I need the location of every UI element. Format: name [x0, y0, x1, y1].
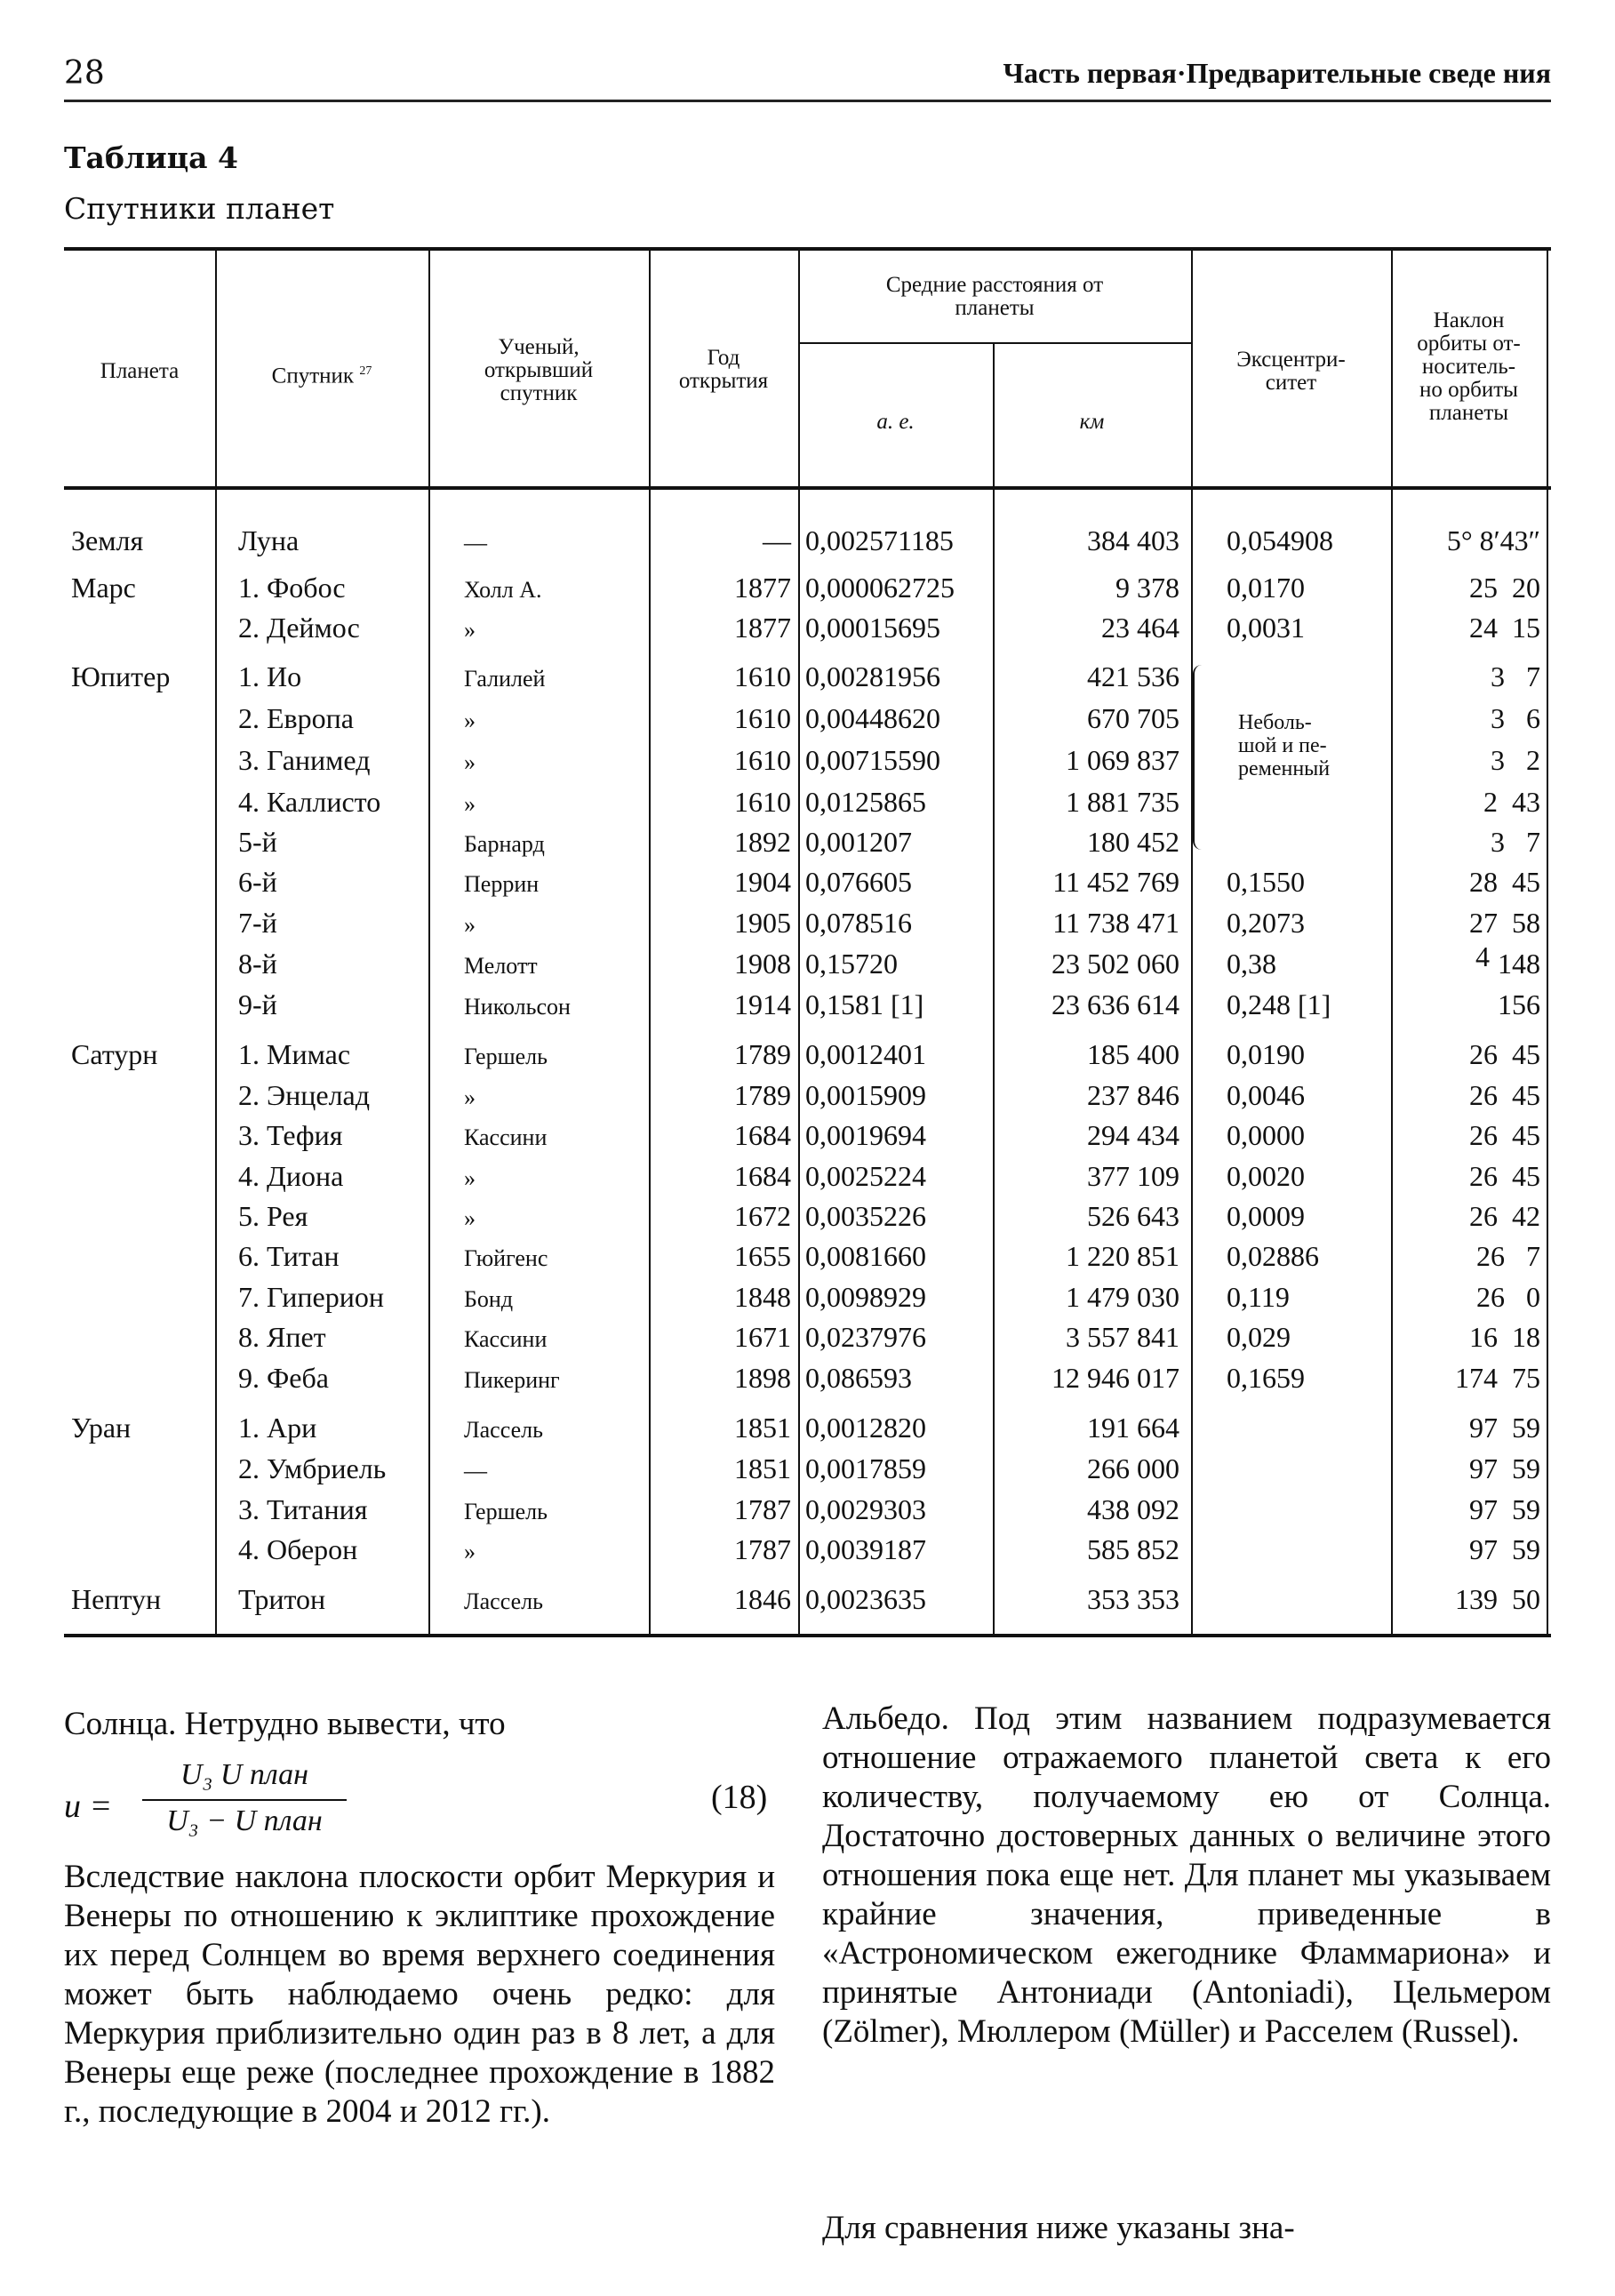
cell-km: 438 092 [1087, 1493, 1179, 1525]
cell-disc: Гершель [464, 1499, 548, 1524]
cell-disc: Никольсон [464, 994, 571, 1020]
cell-planet: Уран [71, 1412, 132, 1444]
header-inclination [1391, 309, 1547, 425]
cell-year: 1914 [734, 988, 791, 1020]
left-intro: Солнца. Нетрудно вывести, что [64, 1706, 506, 1742]
cell-au: 0,0012401 [805, 1038, 926, 1070]
cell-sat: 8-й [238, 948, 277, 980]
cell-inc: 3 2 [1491, 744, 1540, 776]
cell-year: 1610 [734, 744, 791, 776]
jupiter-brace [1193, 665, 1211, 850]
cell-au: 0,00715590 [805, 744, 940, 776]
cell-au: 0,0023635 [805, 1583, 926, 1615]
cell-au: 0,001207 [805, 826, 912, 858]
cell-au: 0,0237976 [805, 1321, 926, 1353]
cell-sat: 1. Мимас [238, 1038, 351, 1070]
table-caption: Спутники планет [64, 191, 335, 226]
left-paragraph: Вследствие наклона плоскости орбит Меркурия и Венеры по отношению к эклиптике прохождение их перед Солнцем во время верхнего соединения может быть наблюдаемо очень редко: для Меркурия приблизительно один раз в 8 лет, а для Венеры еще реже (последнее прохождение в 1882 г., последующие в 2004 и 2012 гг.). [64, 1859, 775, 2130]
cell-km: 9 378 [1115, 572, 1179, 604]
cell-disc: Гершель [464, 1044, 548, 1069]
formula-fraction-bar [142, 1799, 347, 1801]
cell-au: 0,00448620 [805, 702, 940, 734]
cell-km: 421 536 [1087, 660, 1179, 692]
cell-ecc: 0,2073 [1227, 907, 1305, 939]
cell-ecc: 0,119 [1227, 1281, 1290, 1313]
cell-sat: 2. Энцелад [238, 1079, 371, 1111]
cell-km: 294 434 [1087, 1119, 1179, 1151]
cell-disc: — [464, 530, 487, 556]
cell-ecc: 0,0046 [1227, 1079, 1305, 1111]
cell-inc: 139 50 [1455, 1583, 1540, 1615]
cell-km: 585 852 [1087, 1533, 1179, 1565]
cell-planet: Юпитер [71, 660, 171, 692]
cell-au: 0,0019694 [805, 1119, 926, 1151]
header-discoverer-line: спутник [500, 381, 578, 405]
cell-year: 1787 [734, 1533, 791, 1565]
cell-inc: 26 45 [1469, 1160, 1540, 1192]
cell-inc: 97 59 [1469, 1412, 1540, 1444]
cell-km: 191 664 [1087, 1412, 1179, 1444]
cell-inc: 3 6 [1491, 702, 1540, 734]
cell-au: 0,086593 [805, 1362, 912, 1394]
cell-sat: 3. Ганимед [238, 744, 371, 776]
cell-year: 1672 [734, 1200, 791, 1232]
right-paragraph-1: Альбедо. Под этим названием подразумевается отношение отражаемого планетой света к его количеству, получаемому ею от Солнца. Достаточно достоверных данных о величине этого отношения пока еще нет. Для планет мы указываем крайние значения, приведенные в «Астрономическом ежегоднике Фламмариона» и принятые Антониади (Antoniadi), Цельмером (Zölmer), Мюллером (Müller) и Расселем (Russel). [822, 1700, 1551, 2050]
cell-inc: 97 59 [1469, 1452, 1540, 1484]
cell-inc: 26 7 [1476, 1240, 1540, 1272]
cell-au: 0,0029303 [805, 1493, 926, 1525]
cell-inc: 26 0 [1476, 1281, 1540, 1313]
cell-au: 0,15720 [805, 948, 898, 980]
header-distance-line: Средние расстояния от [885, 273, 1104, 297]
cell-year: 1684 [734, 1119, 791, 1151]
cell-sat: 5. Рея [238, 1200, 308, 1232]
header-distance-line: планеты [955, 296, 1035, 320]
cell-year: 1898 [734, 1362, 791, 1394]
cell-disc: » [464, 749, 476, 775]
cell-km: 1 479 030 [1066, 1281, 1179, 1313]
cell-km: 384 403 [1087, 524, 1179, 556]
cell-km: 3 557 841 [1066, 1321, 1179, 1353]
cell-km: 11 738 471 [1052, 907, 1179, 939]
cell-sat: Тритон [238, 1583, 326, 1615]
cell-disc: » [464, 617, 476, 643]
cell-inc: 16 18 [1469, 1321, 1540, 1353]
cell-year: 1671 [734, 1321, 791, 1353]
cell-inc: 28 45 [1469, 866, 1540, 898]
cell-disc: » [464, 1205, 476, 1231]
cell-year: 1904 [734, 866, 791, 898]
cell-disc: Гюйгенс [464, 1245, 548, 1271]
cell-year: 1846 [734, 1583, 791, 1615]
cell-km: 1 220 851 [1066, 1240, 1179, 1272]
cell-ecc: 0,1659 [1227, 1362, 1305, 1394]
header-rule [64, 100, 1551, 102]
cell-km: 11 452 769 [1052, 866, 1179, 898]
cell-disc: — [464, 1458, 487, 1484]
formula-numerator: U₃ U план [180, 1758, 309, 1791]
cell-km: 1 069 837 [1066, 744, 1179, 776]
cell-inc: 27 58 [1469, 907, 1540, 939]
cell-inc: 3 7 [1491, 826, 1540, 858]
cell-km: 23 464 [1101, 612, 1179, 644]
cell-au: 0,0012820 [805, 1412, 926, 1444]
cell-disc: » [464, 1539, 476, 1564]
cell-au: 0,0098929 [805, 1281, 926, 1313]
cell-sat: 1. Фобос [238, 572, 346, 604]
cell-au: 0,002571185 [805, 524, 954, 556]
cell-planet: Сатурн [71, 1038, 158, 1070]
jupiter-note-line: шой и пе- [1238, 734, 1327, 757]
header-satellite [215, 360, 428, 388]
header-au: а. е. [876, 410, 915, 434]
cell-inc: 26 45 [1469, 1079, 1540, 1111]
cell-disc: Перрин [464, 871, 540, 897]
cell-ecc: 0,38 [1227, 948, 1276, 980]
cell-au: 0,00015695 [805, 612, 940, 644]
table-label: Таблица 4 [64, 140, 238, 175]
cell-au: 0,0025224 [805, 1160, 926, 1192]
cell-inc: 26 45 [1469, 1038, 1540, 1070]
cell-year: 1908 [734, 948, 791, 980]
cell-disc: » [464, 708, 476, 733]
cell-disc: Кассини [464, 1124, 548, 1150]
cell-sat: 7. Гиперион [238, 1281, 384, 1313]
cell-year: 1877 [734, 612, 791, 644]
cell-year: 1655 [734, 1240, 791, 1272]
header-ecc-line: Эксцентри- [1236, 348, 1346, 372]
section-title: Часть первая·Предварительные сведе ния [1003, 57, 1551, 89]
cell-disc: Лассель [464, 1588, 543, 1614]
formula-denominator: U₃ − U план [166, 1804, 323, 1837]
cell-inc: 174 75 [1455, 1362, 1540, 1394]
cell-sat: 4. Диона [238, 1160, 344, 1192]
cell-inc: 26 42 [1469, 1200, 1540, 1232]
formula-lhs: u = [64, 1788, 113, 1825]
cell-sat: 9-й [238, 988, 277, 1020]
cell-disc: » [464, 912, 476, 938]
cell-ecc: 0,248 [1] [1227, 988, 1331, 1020]
cell-sat: 2. Европа [238, 702, 354, 734]
cell-ecc: 0,029 [1227, 1321, 1291, 1353]
cell-km: 377 109 [1087, 1160, 1179, 1192]
cell-inc: 3 7 [1491, 660, 1540, 692]
cell-year: 1851 [734, 1412, 791, 1444]
header-discoverer [428, 336, 649, 405]
cell-year: 1684 [734, 1160, 791, 1192]
cell-ecc: 0,1550 [1227, 866, 1305, 898]
cell-disc: Бонд [464, 1286, 514, 1312]
cell-disc: » [464, 1084, 476, 1110]
header-year-line: Год [707, 346, 740, 370]
cell-year: — [763, 524, 791, 556]
cell-au: 0,0015909 [805, 1079, 926, 1111]
table-bottom-rule [64, 1634, 1551, 1637]
cell-au: 0,0081660 [805, 1240, 926, 1272]
cell-year: 1905 [734, 907, 791, 939]
cell-ecc: 0,0190 [1227, 1038, 1305, 1070]
right-paragraph-2: Для сравнения ниже указаны зна- [822, 2210, 1295, 2246]
cell-disc: Мелотт [464, 953, 538, 979]
cell-km: 1 881 735 [1066, 786, 1179, 818]
cell-ecc: 0,0009 [1227, 1200, 1305, 1232]
cell-year: 1787 [734, 1493, 791, 1525]
cell-au: 0,0017859 [805, 1452, 926, 1484]
cell-inc: 97 59 [1469, 1493, 1540, 1525]
cell-au: 0,1581 [1] [805, 988, 924, 1020]
cell-au: 0,0125865 [805, 786, 926, 818]
cell-year: 1789 [734, 1079, 791, 1111]
cell-ecc: 0,0031 [1227, 612, 1305, 644]
col-divider [798, 251, 800, 1634]
cell-planet: Марс [71, 572, 136, 604]
header-inc-line: но орбиты [1419, 378, 1518, 402]
formula-number: (18) [711, 1779, 768, 1816]
cell-au: 0,0035226 [805, 1200, 926, 1232]
cell-disc: Пикеринг [464, 1367, 560, 1393]
cell-km: 185 400 [1087, 1038, 1179, 1070]
cell-inc: 24 15 [1469, 612, 1540, 644]
header-km: км [1079, 410, 1105, 434]
header-mean-distance [798, 274, 1191, 320]
cell-sat: Луна [238, 524, 300, 556]
cell-year: 1848 [734, 1281, 791, 1313]
cell-inc: 26 45 [1469, 1119, 1540, 1151]
cell-disc: Кассини [464, 1326, 548, 1352]
cell-year: 1877 [734, 572, 791, 604]
cell-sat: 1. Ари [238, 1412, 317, 1444]
cell-inc: 5° 8′43″ [1446, 524, 1540, 556]
cell-inc: 97 59 [1469, 1533, 1540, 1565]
cell-disc: » [464, 1165, 476, 1191]
cell-inc: 25 20 [1469, 572, 1540, 604]
cell-km: 353 353 [1087, 1583, 1179, 1615]
cell-sat: 6. Титан [238, 1240, 340, 1272]
cell-sat: 4. Оберон [238, 1533, 358, 1565]
header-planet: Планета [100, 359, 180, 383]
cell-planet: Нептун [71, 1583, 162, 1615]
cell-inc: 148 [1498, 948, 1540, 980]
cell-year: 1789 [734, 1038, 791, 1070]
header-inc-line: носитель- [1421, 355, 1516, 379]
distance-subheader-rule [798, 342, 1191, 344]
cell-km: 23 636 614 [1051, 988, 1179, 1020]
cell-ecc: 0,054908 [1227, 524, 1333, 556]
cell-year: 1610 [734, 786, 791, 818]
cell-km: 237 846 [1087, 1079, 1179, 1111]
cell-ecc: 0,0000 [1227, 1119, 1305, 1151]
cell-km: 526 643 [1087, 1200, 1179, 1232]
cell-sat: 9. Феба [238, 1362, 329, 1394]
header-inc-line: планеты [1428, 401, 1509, 425]
cell-disc: Галилей [464, 666, 546, 692]
cell-sat: 8. Япет [238, 1321, 326, 1353]
cell-year: 1610 [734, 660, 791, 692]
cell-ecc: 0,02886 [1227, 1240, 1319, 1272]
cell-sat: 7-й [238, 907, 277, 939]
cell-sat: 4. Каллисто [238, 786, 381, 818]
cell-disc: Холл А. [464, 577, 542, 603]
cell-year: 1610 [734, 702, 791, 734]
header-year-line: открытия [678, 369, 769, 393]
cell-planet: Земля [71, 524, 144, 556]
cell-sat: 3. Тефия [238, 1119, 343, 1151]
header-ecc-line: ситет [1265, 371, 1317, 395]
cell-au: 0,00281956 [805, 660, 940, 692]
jupiter-note-line: ременный [1238, 757, 1331, 780]
cell-year: 1851 [734, 1452, 791, 1484]
header-satellite-label: Спутник [271, 364, 355, 388]
cell-km: 670 705 [1087, 702, 1179, 734]
cell-au: 0,0039187 [805, 1533, 926, 1565]
header-satellite-footnote: 27 [359, 364, 372, 378]
page-number: 28 [64, 55, 105, 92]
header-year [649, 347, 798, 393]
cell-sat: 5-й [238, 826, 277, 858]
cell-km: 23 502 060 [1051, 948, 1179, 980]
cell-ecc: 0,0170 [1227, 572, 1305, 604]
cell-sat: 1. Ио [238, 660, 302, 692]
cell-km: 180 452 [1087, 826, 1179, 858]
col-divider [1191, 251, 1193, 1634]
cell-km: 12 946 017 [1051, 1362, 1179, 1394]
cell-disc: Лассель [464, 1417, 543, 1443]
col-divider [215, 251, 217, 1634]
cell-sat: 2. Умбриель [238, 1452, 387, 1484]
cell-ecc: 0,0020 [1227, 1160, 1305, 1192]
col-divider [1547, 251, 1548, 1634]
cell-inc: 2 43 [1483, 786, 1540, 818]
cell-disc: » [464, 791, 476, 817]
table-top-rule [64, 247, 1551, 251]
cell-au: 0,078516 [805, 907, 912, 939]
header-discoverer-line: открывший [484, 358, 594, 382]
shared-minutes-8-9: 4 [1475, 940, 1490, 972]
col-divider [428, 251, 430, 1634]
header-inc-line: Наклон [1433, 308, 1505, 332]
jupiter-note-line: Неболь- [1238, 711, 1312, 734]
header-inc-line: орбиты от- [1417, 332, 1521, 356]
cell-disc: Барнард [464, 831, 545, 857]
jupiter-eccentricity-note [1238, 711, 1330, 780]
table-header-rule [64, 486, 1551, 490]
header-eccentricity [1191, 348, 1391, 395]
cell-km: 266 000 [1087, 1452, 1179, 1484]
header-discoverer-line: Ученый, [498, 335, 580, 359]
cell-au: 0,000062725 [805, 572, 955, 604]
cell-inc: 156 [1498, 988, 1540, 1020]
cell-au: 0,076605 [805, 866, 912, 898]
cell-year: 1892 [734, 826, 791, 858]
cell-sat: 2. Деймос [238, 612, 360, 644]
cell-sat: 3. Титания [238, 1493, 368, 1525]
cell-sat: 6-й [238, 866, 277, 898]
